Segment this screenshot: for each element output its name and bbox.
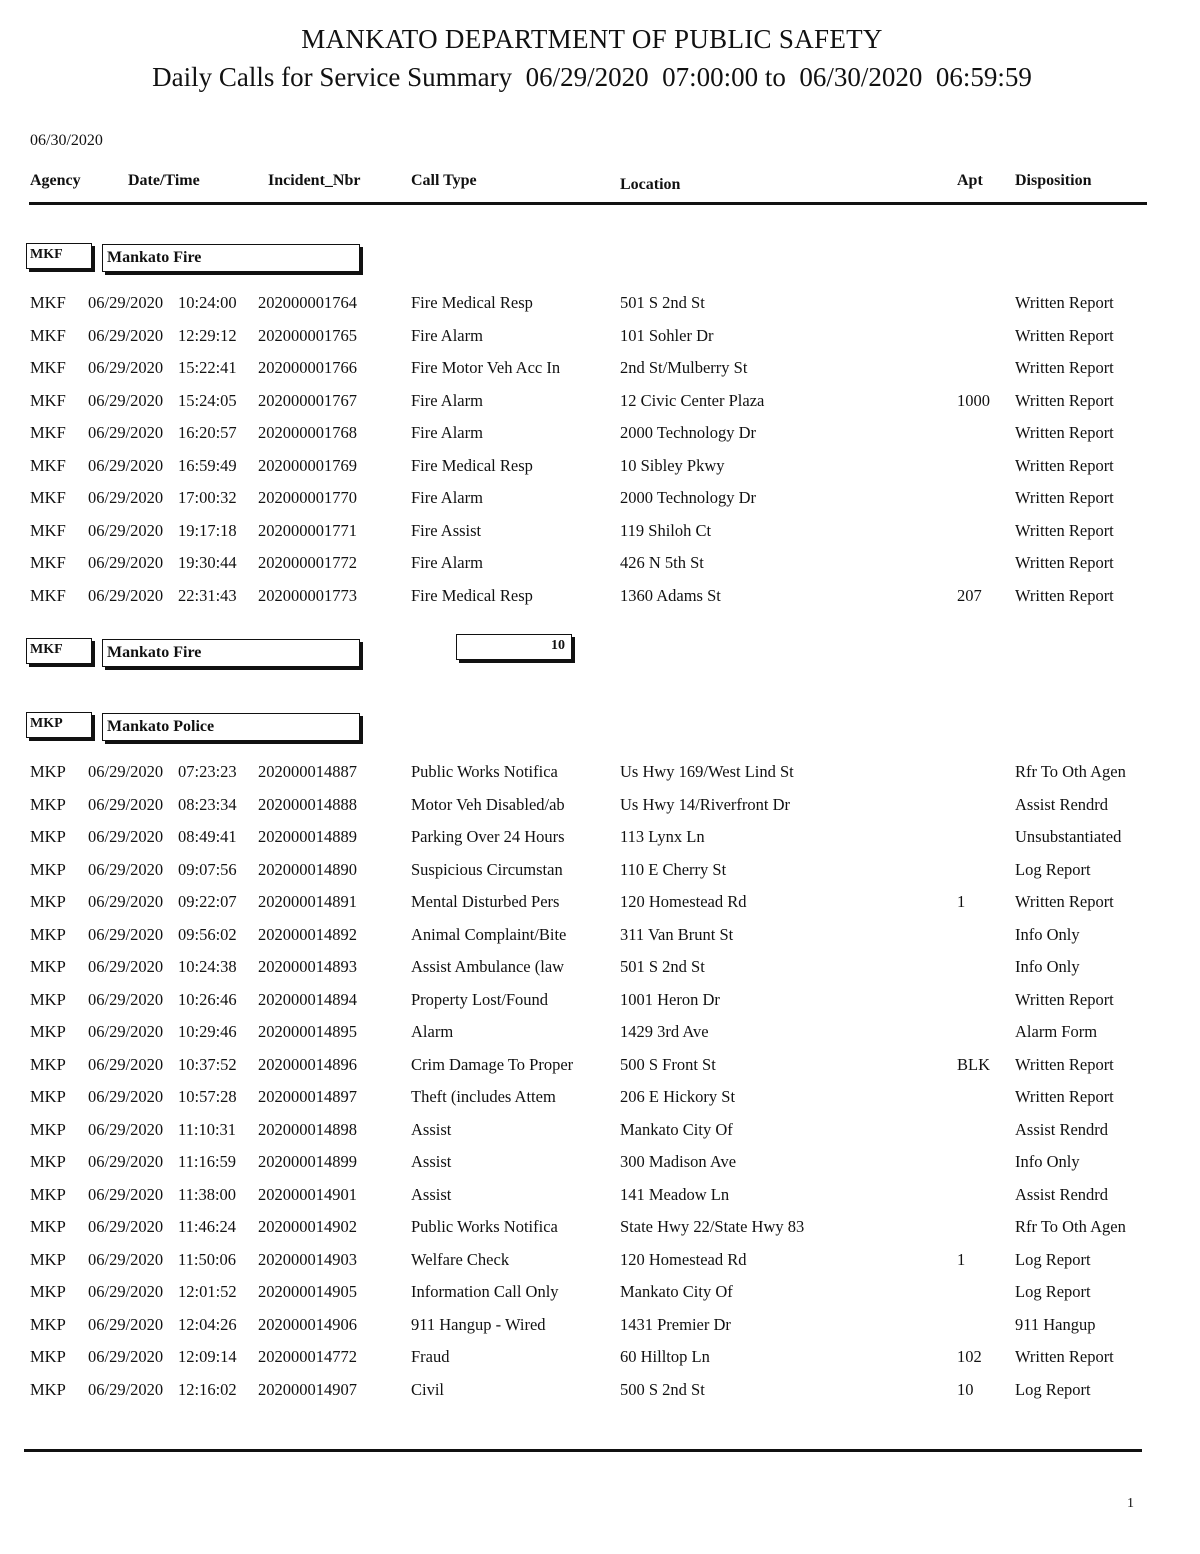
disposition-cell: Info Only: [1015, 1152, 1080, 1171]
call-type-cell: Fire Alarm: [411, 423, 483, 442]
apt-cell: BLK: [957, 1054, 990, 1074]
table-row: [0, 1022, 1200, 1048]
table-row: [0, 762, 1200, 788]
time-cell: 09:56:02: [178, 924, 237, 944]
agency-cell: MKP: [30, 989, 66, 1009]
time-cell: 22:31:43: [178, 585, 237, 605]
location-cell: 206 E Hickory St: [620, 1087, 736, 1106]
date-cell: 06/29/2020: [88, 358, 164, 377]
location-cell: 2nd St/Mulberry St: [620, 358, 748, 377]
disposition-cell: Written Report: [1015, 553, 1114, 572]
call-type-cell: Fire Medical Resp: [411, 455, 533, 475]
agency-cell: MKP: [30, 1152, 66, 1171]
location-cell: 501 S 2nd St: [620, 957, 705, 976]
date-cell: 06/29/2020: [88, 859, 164, 879]
time-cell: 10:24:38: [178, 957, 237, 976]
incident-number-cell: 202000001765: [258, 325, 357, 345]
time-cell: 15:24:05: [178, 390, 237, 410]
call-type-cell: Fire Medical Resp: [411, 293, 533, 312]
location-cell: Us Hwy 14/Riverfront Dr: [620, 794, 791, 814]
location-cell: 141 Meadow Ln: [620, 1184, 730, 1204]
location-cell: 12 Civic Center Plaza: [620, 390, 765, 410]
agency-cell: MKP: [30, 859, 66, 879]
incident-number-cell: 202000014897: [258, 1087, 357, 1106]
table-row: [0, 521, 1200, 547]
incident-number-cell: 202000014907: [258, 1379, 357, 1399]
date-cell: 06/29/2020: [88, 827, 164, 846]
agency-cell: MKF: [30, 390, 66, 410]
incident-number-cell: 202000001767: [258, 390, 357, 410]
fire-count-box: 10: [456, 634, 572, 660]
call-type-cell: Parking Over 24 Hours: [411, 827, 565, 846]
time-cell: 10:24:00: [178, 293, 237, 312]
call-type-cell: Fire Alarm: [411, 325, 483, 345]
location-cell: 300 Madison Ave: [620, 1152, 737, 1171]
location-cell: 1429 3rd Ave: [620, 1022, 709, 1041]
time-cell: 12:09:14: [178, 1347, 237, 1366]
column-header-datetime: Date/Time: [128, 172, 200, 189]
call-type-cell: Public Works Notifica: [411, 762, 558, 781]
location-cell: 2000 Technology Dr: [620, 488, 757, 507]
fire-footer-name-box: Mankato Fire: [102, 639, 360, 667]
apt-cell: 207: [957, 585, 982, 605]
table-row: [0, 293, 1200, 319]
date-cell: 06/29/2020: [88, 1249, 164, 1269]
agency-cell: MKP: [30, 827, 66, 846]
table-row: [0, 1152, 1200, 1178]
disposition-cell: Written Report: [1015, 892, 1114, 911]
location-cell: 120 Homestead Rd: [620, 892, 747, 911]
call-type-cell: Theft (includes Attem: [411, 1087, 556, 1106]
disposition-cell: Rfr To Oth Agen: [1015, 762, 1126, 781]
agency-cell: MKP: [30, 1022, 66, 1041]
table-row: [0, 1055, 1200, 1081]
police-agency-name-box: Mankato Police: [102, 713, 360, 741]
agency-cell: MKP: [30, 1314, 66, 1334]
date-cell: 06/29/2020: [88, 1054, 164, 1074]
location-cell: 1431 Premier Dr: [620, 1314, 731, 1334]
time-cell: 10:26:46: [178, 989, 237, 1009]
call-type-cell: 911 Hangup - Wired: [411, 1314, 546, 1334]
incident-number-cell: 202000001772: [258, 553, 357, 572]
location-cell: Mankato City Of: [620, 1282, 733, 1301]
date-cell: 06/29/2020: [88, 1282, 164, 1301]
time-cell: 11:50:06: [178, 1249, 237, 1269]
time-cell: 16:20:57: [178, 423, 237, 442]
page-number: 1: [1127, 1496, 1134, 1511]
date-cell: 06/29/2020: [88, 1347, 164, 1366]
fire-agency-name-box: Mankato Fire: [102, 244, 360, 272]
time-cell: 11:46:24: [178, 1217, 237, 1236]
disposition-cell: Alarm Form: [1015, 1022, 1098, 1041]
table-row: [0, 1315, 1200, 1341]
incident-number-cell: 202000014896: [258, 1054, 357, 1074]
disposition-cell: Log Report: [1015, 1379, 1091, 1399]
incident-number-cell: 202000001769: [258, 455, 357, 475]
disposition-cell: Unsubstantiated: [1015, 827, 1122, 846]
agency-cell: MKF: [30, 488, 66, 507]
location-cell: 311 Van Brunt St: [620, 924, 734, 944]
apt-cell: 1: [957, 892, 966, 911]
agency-cell: MKF: [30, 585, 66, 605]
incident-number-cell: 202000014888: [258, 794, 357, 814]
location-cell: 426 N 5th St: [620, 553, 704, 572]
disposition-cell: 911 Hangup: [1015, 1314, 1096, 1334]
incident-number-cell: 202000014903: [258, 1249, 357, 1269]
time-cell: 12:04:26: [178, 1314, 237, 1334]
call-type-cell: Public Works Notifica: [411, 1217, 558, 1236]
location-cell: 10 Sibley Pkwy: [620, 455, 725, 475]
apt-cell: 102: [957, 1347, 982, 1366]
date-cell: 06/29/2020: [88, 892, 164, 911]
agency-cell: MKP: [30, 1217, 66, 1236]
table-row: [0, 1380, 1200, 1406]
incident-number-cell: 202000014893: [258, 957, 357, 976]
disposition-cell: Written Report: [1015, 1087, 1114, 1106]
incident-number-cell: 202000001764: [258, 293, 357, 312]
date-cell: 06/29/2020: [88, 293, 164, 312]
call-type-cell: Motor Veh Disabled/ab: [411, 794, 565, 814]
time-cell: 09:22:07: [178, 892, 237, 911]
table-row: [0, 586, 1200, 612]
location-cell: Mankato City Of: [620, 1119, 733, 1139]
table-row: [0, 326, 1200, 352]
disposition-cell: Written Report: [1015, 488, 1114, 507]
date-cell: 06/29/2020: [88, 553, 164, 572]
call-type-cell: Fire Motor Veh Acc In: [411, 358, 561, 377]
incident-number-cell: 202000014901: [258, 1184, 357, 1204]
disposition-cell: Assist Rendrd: [1015, 794, 1109, 814]
disposition-cell: Rfr To Oth Agen: [1015, 1217, 1126, 1236]
column-header-agency: Agency: [30, 172, 81, 189]
date-cell: 06/29/2020: [88, 924, 164, 944]
agency-cell: MKP: [30, 1249, 66, 1269]
table-row: [0, 990, 1200, 1016]
call-type-cell: Fire Alarm: [411, 390, 483, 410]
time-cell: 12:29:12: [178, 325, 237, 345]
header-rule: [29, 202, 1147, 205]
footer-rule: [24, 1449, 1142, 1452]
disposition-cell: Assist Rendrd: [1015, 1184, 1109, 1204]
date-cell: 06/29/2020: [88, 1119, 164, 1139]
column-header-call-type: Call Type: [411, 172, 477, 189]
incident-number-cell: 202000014772: [258, 1347, 357, 1366]
location-cell: 1001 Heron Dr: [620, 989, 720, 1009]
incident-number-cell: 202000001770: [258, 488, 357, 507]
call-type-cell: Assist: [411, 1119, 452, 1139]
table-row: [0, 358, 1200, 384]
call-type-cell: Fire Alarm: [411, 488, 483, 507]
location-cell: 1360 Adams St: [620, 585, 721, 605]
table-row: [0, 795, 1200, 821]
call-type-cell: Property Lost/Found: [411, 989, 549, 1009]
fire-footer-code-box: MKF: [26, 638, 92, 664]
location-cell: 60 Hilltop Ln: [620, 1347, 710, 1366]
incident-number-cell: 202000001768: [258, 423, 357, 442]
call-type-cell: Civil: [411, 1379, 445, 1399]
time-cell: 19:30:44: [178, 553, 237, 572]
date-cell: 06/29/2020: [88, 1379, 164, 1399]
call-type-cell: Assist: [411, 1152, 452, 1171]
date-cell: 06/29/2020: [88, 1087, 164, 1106]
incident-number-cell: 202000014898: [258, 1119, 357, 1139]
report-subtitle: Daily Calls for Service Summary 06/29/2020 07:00:00 to 06/30/2020 06:59:59: [152, 62, 1032, 92]
date-cell: 06/29/2020: [88, 989, 164, 1009]
time-cell: 11:10:31: [178, 1119, 237, 1139]
table-row: [0, 1185, 1200, 1211]
time-cell: 09:07:56: [178, 859, 237, 879]
table-row: [0, 391, 1200, 417]
disposition-cell: Written Report: [1015, 358, 1114, 377]
table-row: [0, 456, 1200, 482]
agency-cell: MKF: [30, 293, 66, 312]
incident-number-cell: 202000014889: [258, 827, 357, 846]
time-cell: 12:16:02: [178, 1379, 237, 1399]
disposition-cell: Log Report: [1015, 1282, 1091, 1301]
report-title: MANKATO DEPARTMENT OF PUBLIC SAFETY: [301, 24, 883, 54]
table-row: [0, 1217, 1200, 1243]
disposition-cell: Info Only: [1015, 957, 1080, 976]
table-row: [0, 957, 1200, 983]
date-cell: 06/29/2020: [88, 488, 164, 507]
location-cell: 101 Sohler Dr: [620, 325, 714, 345]
time-cell: 11:16:59: [178, 1152, 237, 1171]
call-type-cell: Fire Alarm: [411, 553, 483, 572]
apt-cell: 1: [957, 1249, 966, 1269]
disposition-cell: Written Report: [1015, 520, 1114, 540]
incident-number-cell: 202000001773: [258, 585, 357, 605]
disposition-cell: Written Report: [1015, 585, 1114, 605]
time-cell: 10:37:52: [178, 1054, 237, 1074]
agency-cell: MKF: [30, 423, 66, 442]
table-row: [0, 423, 1200, 449]
agency-cell: MKP: [30, 924, 66, 944]
table-row: [0, 1120, 1200, 1146]
call-type-cell: Animal Complaint/Bite: [411, 924, 567, 944]
location-cell: 500 S Front St: [620, 1054, 716, 1074]
time-cell: 17:00:32: [178, 488, 237, 507]
column-header-location: Location: [620, 176, 681, 193]
disposition-cell: Written Report: [1015, 325, 1114, 345]
incident-number-cell: 202000001771: [258, 520, 357, 540]
agency-cell: MKF: [30, 455, 66, 475]
time-cell: 10:57:28: [178, 1087, 237, 1106]
disposition-cell: Written Report: [1015, 1347, 1114, 1366]
incident-number-cell: 202000014902: [258, 1217, 357, 1236]
table-row: [0, 1087, 1200, 1113]
call-type-cell: Fraud: [411, 1347, 450, 1366]
table-row: [0, 827, 1200, 853]
incident-number-cell: 202000014894: [258, 989, 357, 1009]
disposition-cell: Written Report: [1015, 989, 1114, 1009]
call-type-cell: Welfare Check: [411, 1249, 510, 1269]
disposition-cell: Written Report: [1015, 455, 1114, 475]
location-cell: State Hwy 22/State Hwy 83: [620, 1217, 805, 1236]
incident-number-cell: 202000014895: [258, 1022, 357, 1041]
disposition-cell: Log Report: [1015, 859, 1091, 879]
time-cell: 11:38:00: [178, 1184, 237, 1204]
time-cell: 08:23:34: [178, 794, 237, 814]
incident-number-cell: 202000014890: [258, 859, 357, 879]
agency-cell: MKP: [30, 1184, 66, 1204]
disposition-cell: Written Report: [1015, 293, 1114, 312]
location-cell: 500 S 2nd St: [620, 1379, 705, 1399]
date-cell: 06/29/2020: [88, 423, 164, 442]
date-cell: 06/29/2020: [88, 455, 164, 475]
column-header-disposition: Disposition: [1015, 172, 1092, 189]
date-cell: 06/29/2020: [88, 1314, 164, 1334]
call-type-cell: Fire Medical Resp: [411, 585, 533, 605]
disposition-cell: Written Report: [1015, 423, 1114, 442]
agency-cell: MKF: [30, 553, 66, 572]
agency-cell: MKP: [30, 892, 66, 911]
incident-number-cell: 202000014892: [258, 924, 357, 944]
incident-number-cell: 202000014887: [258, 762, 357, 781]
agency-cell: MKP: [30, 1054, 66, 1074]
police-agency-code-box: MKP: [26, 712, 92, 738]
agency-cell: MKP: [30, 957, 66, 976]
time-cell: 15:22:41: [178, 358, 237, 377]
call-type-cell: Fire Assist: [411, 520, 482, 540]
time-cell: 12:01:52: [178, 1282, 237, 1301]
date-cell: 06/29/2020: [88, 762, 164, 781]
fire-agency-code-box: MKF: [26, 243, 92, 269]
time-cell: 08:49:41: [178, 827, 237, 846]
time-cell: 16:59:49: [178, 455, 237, 475]
call-type-cell: Alarm: [411, 1022, 454, 1041]
location-cell: 120 Homestead Rd: [620, 1249, 747, 1269]
time-cell: 19:17:18: [178, 520, 237, 540]
location-cell: 110 E Cherry St: [620, 859, 727, 879]
date-cell: 06/29/2020: [88, 520, 164, 540]
agency-cell: MKF: [30, 325, 66, 345]
call-type-cell: Information Call Only: [411, 1282, 559, 1301]
agency-cell: MKF: [30, 520, 66, 540]
location-cell: 2000 Technology Dr: [620, 423, 757, 442]
apt-cell: 10: [957, 1379, 974, 1399]
call-type-cell: Assist Ambulance (law: [411, 957, 565, 976]
call-type-cell: Crim Damage To Proper: [411, 1054, 574, 1074]
agency-cell: MKP: [30, 1379, 66, 1399]
date-cell: 06/29/2020: [88, 1217, 164, 1236]
disposition-cell: Written Report: [1015, 1054, 1114, 1074]
location-cell: 113 Lynx Ln: [620, 827, 705, 846]
agency-cell: MKP: [30, 762, 66, 781]
table-row: [0, 860, 1200, 886]
date-cell: 06/29/2020: [88, 1152, 164, 1171]
agency-cell: MKF: [30, 358, 66, 377]
agency-cell: MKP: [30, 1119, 66, 1139]
location-cell: Us Hwy 169/West Lind St: [620, 762, 794, 781]
column-header-apt: Apt: [957, 172, 983, 189]
column-header-incident: Incident_Nbr: [268, 172, 361, 189]
disposition-cell: Log Report: [1015, 1249, 1091, 1269]
agency-cell: MKP: [30, 1087, 66, 1106]
date-cell: 06/29/2020: [88, 1184, 164, 1204]
report-date: 06/30/2020: [30, 132, 103, 149]
disposition-cell: Written Report: [1015, 390, 1114, 410]
call-type-cell: Assist: [411, 1184, 452, 1204]
call-type-cell: Mental Disturbed Pers: [411, 892, 560, 911]
call-type-cell: Suspicious Circumstan: [411, 859, 563, 879]
table-row: [0, 553, 1200, 579]
incident-number-cell: 202000014891: [258, 892, 357, 911]
table-row: [0, 1347, 1200, 1373]
date-cell: 06/29/2020: [88, 1022, 164, 1041]
date-cell: 06/29/2020: [88, 585, 164, 605]
agency-cell: MKP: [30, 794, 66, 814]
time-cell: 10:29:46: [178, 1022, 237, 1041]
date-cell: 06/29/2020: [88, 390, 164, 410]
table-row: [0, 925, 1200, 951]
time-cell: 07:23:23: [178, 762, 237, 781]
agency-cell: MKP: [30, 1347, 66, 1366]
table-row: [0, 1250, 1200, 1276]
incident-number-cell: 202000001766: [258, 358, 357, 377]
incident-number-cell: 202000014905: [258, 1282, 357, 1301]
disposition-cell: Info Only: [1015, 924, 1080, 944]
date-cell: 06/29/2020: [88, 957, 164, 976]
apt-cell: 1000: [957, 390, 990, 410]
incident-number-cell: 202000014906: [258, 1314, 357, 1334]
agency-cell: MKP: [30, 1282, 66, 1301]
disposition-cell: Assist Rendrd: [1015, 1119, 1109, 1139]
table-row: [0, 892, 1200, 918]
date-cell: 06/29/2020: [88, 794, 164, 814]
incident-number-cell: 202000014899: [258, 1152, 357, 1171]
date-cell: 06/29/2020: [88, 325, 164, 345]
location-cell: 119 Shiloh Ct: [620, 520, 712, 540]
table-row: [0, 488, 1200, 514]
location-cell: 501 S 2nd St: [620, 293, 705, 312]
table-row: [0, 1282, 1200, 1308]
